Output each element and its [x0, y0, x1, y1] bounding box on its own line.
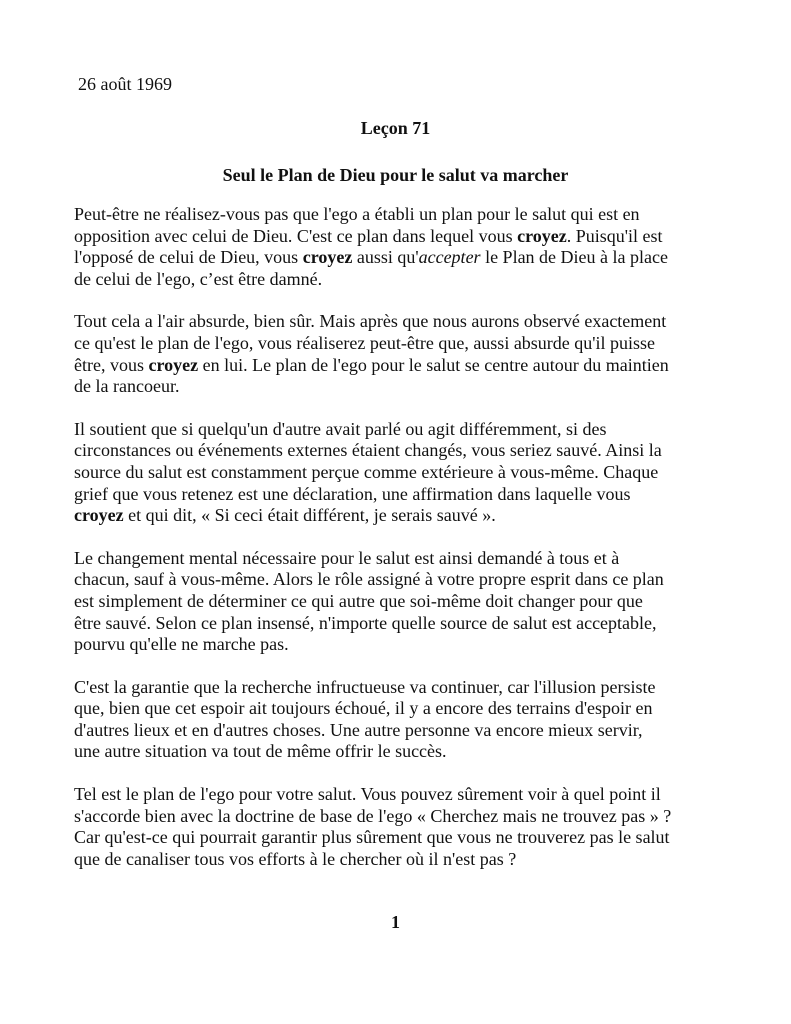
- text-run: circonstances ou événements externes étaient changés, vous seriez sauvé. Ainsi la: [74, 440, 662, 461]
- text-run: le Plan de Dieu à la place: [480, 247, 668, 268]
- text-run: d'autres lieux et en d'autres choses. Une autre personne va encore mieux servir,: [74, 719, 643, 740]
- emphasis-bold: croyez: [74, 505, 124, 526]
- paragraph-line: [74, 505, 724, 527]
- paragraph-line: [74, 698, 724, 720]
- paragraph-line: [74, 784, 724, 806]
- text-run: l'opposé de celui de Dieu, vous: [74, 247, 303, 268]
- text-run: Car qu'est-ce qui pourrait garantir plus sûrement que vous ne trouverez pas le salut: [74, 827, 670, 848]
- paragraph-line: [74, 376, 724, 398]
- text-run: Peut-être ne réalisez-vous pas que l'ego a établi un plan pour le salut qui est en: [74, 204, 640, 224]
- text-run: aussi qu': [352, 247, 419, 268]
- text-run: source du salut est constamment perçue comme extérieure à vous-même. Chaque: [74, 461, 659, 482]
- text-run: Tout cela a l'air absurde, bien sûr. Mais après que nous aurons observé exactement: [74, 311, 667, 332]
- paragraph-line: [74, 827, 724, 849]
- paragraph-4: [74, 548, 724, 656]
- paragraph-line: [74, 204, 724, 226]
- paragraph-3: [74, 419, 724, 527]
- paragraph-line: [74, 613, 724, 635]
- emphasis-italic: accepter: [418, 247, 481, 268]
- text-run: pourvu qu'elle ne marche pas.: [74, 634, 289, 655]
- text-run: est simplement de déterminer ce qui autre que soi-même doit changer pour que: [74, 590, 643, 611]
- text-run: Tel est le plan de l'ego pour votre salut. Vous pouvez sûrement voir à quel point il: [74, 784, 661, 805]
- paragraph-line: [74, 226, 724, 248]
- paragraph-line: [74, 269, 724, 291]
- text-run: de la rancoeur.: [74, 376, 180, 397]
- emphasis-bold: croyez: [517, 225, 567, 246]
- text-run: en lui. Le plan de l'ego pour le salut se centre autour du maintien: [198, 354, 669, 375]
- text-run: Il soutient que si quelqu'un d'autre avait parlé ou agit différemment, si des: [74, 418, 607, 439]
- paragraph-line: [74, 548, 724, 570]
- text-run: s'accorde bien avec la doctrine de base de l'ego « Cherchez mais ne trouvez pas » ?: [74, 805, 672, 826]
- text-run: Le changement mental nécessaire pour le salut est ainsi demandé à tous et à: [74, 547, 620, 568]
- text-run: de celui de l'ego, c’est être damné.: [74, 268, 323, 289]
- paragraph-1: [74, 204, 724, 290]
- paragraph-line: [74, 849, 724, 871]
- text-run: une autre situation va tout de même offrir le succès.: [74, 741, 447, 762]
- paragraph-line: [74, 634, 724, 656]
- paragraph-2: [74, 311, 724, 397]
- lesson-title: Seul le Plan de Dieu pour le salut va marcher: [222, 165, 569, 185]
- page-number: 1: [391, 912, 400, 932]
- text-run: grief que vous retenez est une déclaration, une affirmation dans laquelle vous: [74, 483, 631, 504]
- document-body: [74, 204, 724, 891]
- text-run: opposition avec celui de Dieu. C'est ce plan dans lequel vous: [74, 225, 518, 246]
- paragraph-5: [74, 677, 724, 763]
- paragraph-line: [74, 440, 724, 462]
- paragraph-line: [74, 569, 724, 591]
- lesson-heading: Leçon 71: [360, 118, 431, 138]
- document-date: 26 août 1969: [78, 74, 172, 94]
- emphasis-bold: croyez: [148, 354, 199, 375]
- text-run: ce qu'est le plan de l'ego, vous réaliserez peut-être que, aussi absurde qu'il puisse: [74, 332, 656, 353]
- text-run: que de canaliser tous vos efforts à le chercher où il n'est pas ?: [74, 848, 517, 869]
- paragraph-line: [74, 355, 724, 377]
- paragraph-line: [74, 741, 724, 763]
- paragraph-line: [74, 591, 724, 613]
- text-run: être, vous: [74, 354, 149, 375]
- paragraph-line: [74, 311, 724, 333]
- paragraph-6: [74, 784, 724, 870]
- emphasis-bold: croyez: [302, 247, 353, 268]
- text-run: et qui dit, « Si ceci était différent, je serais sauvé ».: [123, 505, 496, 526]
- paragraph-line: [74, 419, 724, 441]
- paragraph-line: [74, 806, 724, 828]
- paragraph-line: [74, 247, 724, 269]
- paragraph-line: [74, 720, 724, 742]
- paragraph-line: [74, 677, 724, 699]
- paragraph-line: [74, 462, 724, 484]
- text-run: chacun, sauf à vous-même. Alors le rôle assigné à votre propre esprit dans ce plan: [74, 569, 664, 590]
- paragraph-line: [74, 484, 724, 506]
- paragraph-line: [74, 333, 724, 355]
- text-run: que, bien que cet espoir ait toujours échoué, il y a encore des terrains d'espoir en: [74, 698, 653, 719]
- text-run: être sauvé. Selon ce plan insensé, n'importe quelle source de salut est acceptable,: [74, 612, 657, 633]
- text-run: . Puisqu'il est: [566, 225, 663, 246]
- text-run: C'est la garantie que la recherche infructueuse va continuer, car l'illusion persiste: [74, 676, 656, 697]
